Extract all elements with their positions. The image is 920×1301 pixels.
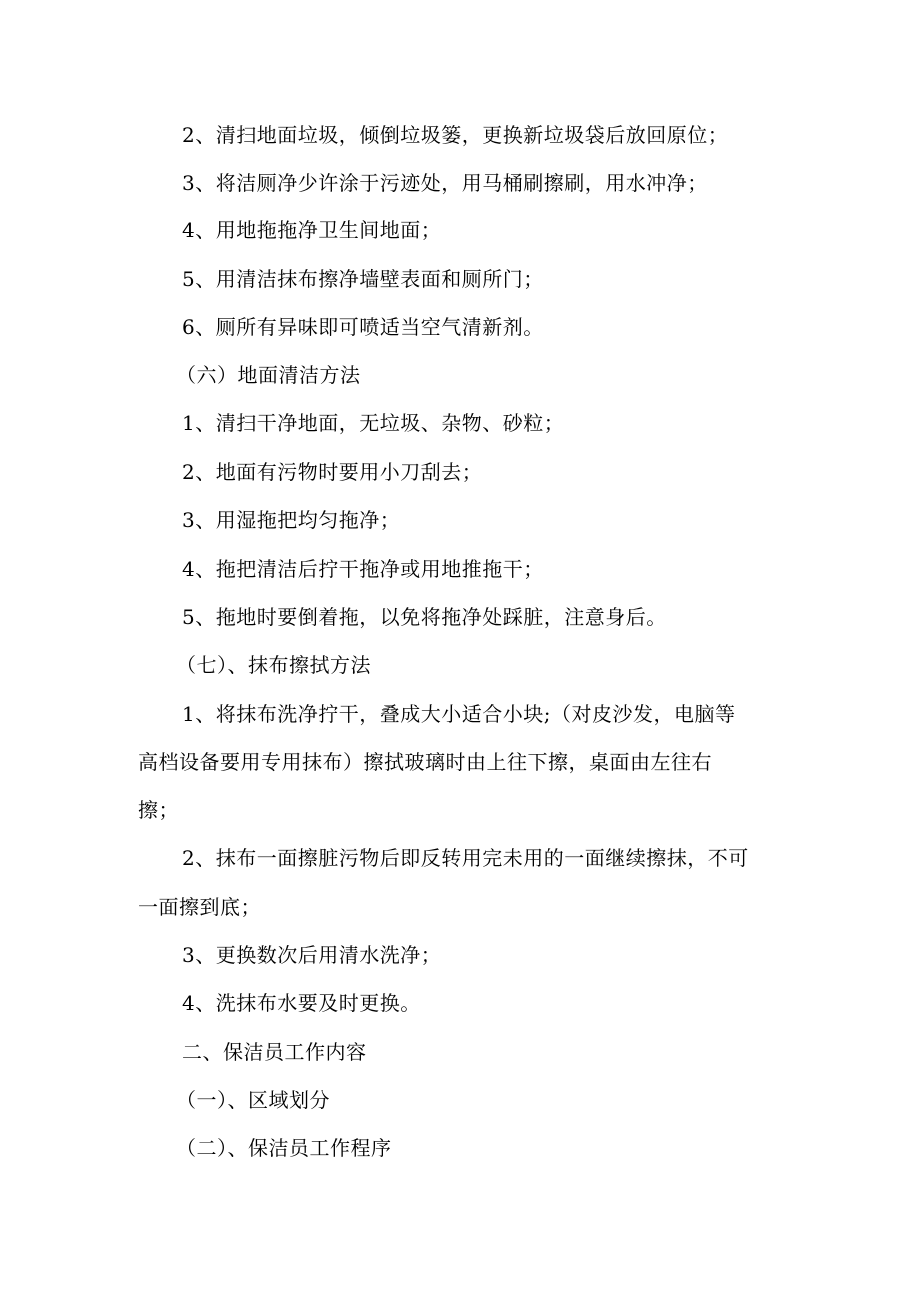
- text-line: 2、清扫地面垃圾，倾倒垃圾篓，更换新垃圾袋后放回原位；: [182, 123, 729, 147]
- text-line: 5、用清洁抹布擦净墙壁表面和厕所门；: [182, 267, 544, 291]
- text-line: 3、将洁厕净少许涂于污迹处，用马桶刷擦刷，用水冲净；: [182, 171, 708, 195]
- text-line: 擦；: [138, 798, 179, 822]
- text-line: 1、将抹布洗净拧干，叠成大小适合小块;（对皮沙发，电脑等: [182, 702, 736, 726]
- section-heading: （七）、抹布擦拭方法: [176, 653, 371, 677]
- section-heading: 二、保洁员工作内容: [182, 1040, 367, 1064]
- text-line: 3、用湿拖把均匀拖净；: [182, 508, 401, 532]
- text-line: 3、更换数次后用清水洗净；: [182, 943, 442, 967]
- text-line: 高档设备要用专用抹布）擦拭玻璃时由上往下擦，桌面由左往右: [138, 750, 712, 774]
- text-line: 2、抹布一面擦脏污物后即反转用完未用的一面继续擦抹，不可: [182, 846, 749, 870]
- text-line: 4、洗抹布水要及时更换。: [182, 991, 421, 1015]
- text-line: 4、拖把清洁后拧干拖净或用地推拖干；: [182, 557, 544, 581]
- text-line: 一面擦到底；: [138, 895, 261, 919]
- text-line: 4、用地拖拖净卫生间地面；: [182, 218, 442, 242]
- text-line: 2、地面有污物时要用小刀刮去；: [182, 460, 483, 484]
- section-heading: （六）地面清洁方法: [176, 363, 361, 387]
- text-line: 6、厕所有异味即可喷适当空气清新剂。: [182, 315, 544, 339]
- text-line: 1、清扫干净地面，无垃圾、杂物、砂粒；: [182, 411, 565, 435]
- text-line: 5、拖地时要倒着拖，以免将拖净处踩脏，注意身后。: [182, 605, 667, 629]
- section-heading: （二）、保洁员工作程序: [176, 1136, 392, 1160]
- section-heading: （一）、区域划分: [176, 1088, 330, 1112]
